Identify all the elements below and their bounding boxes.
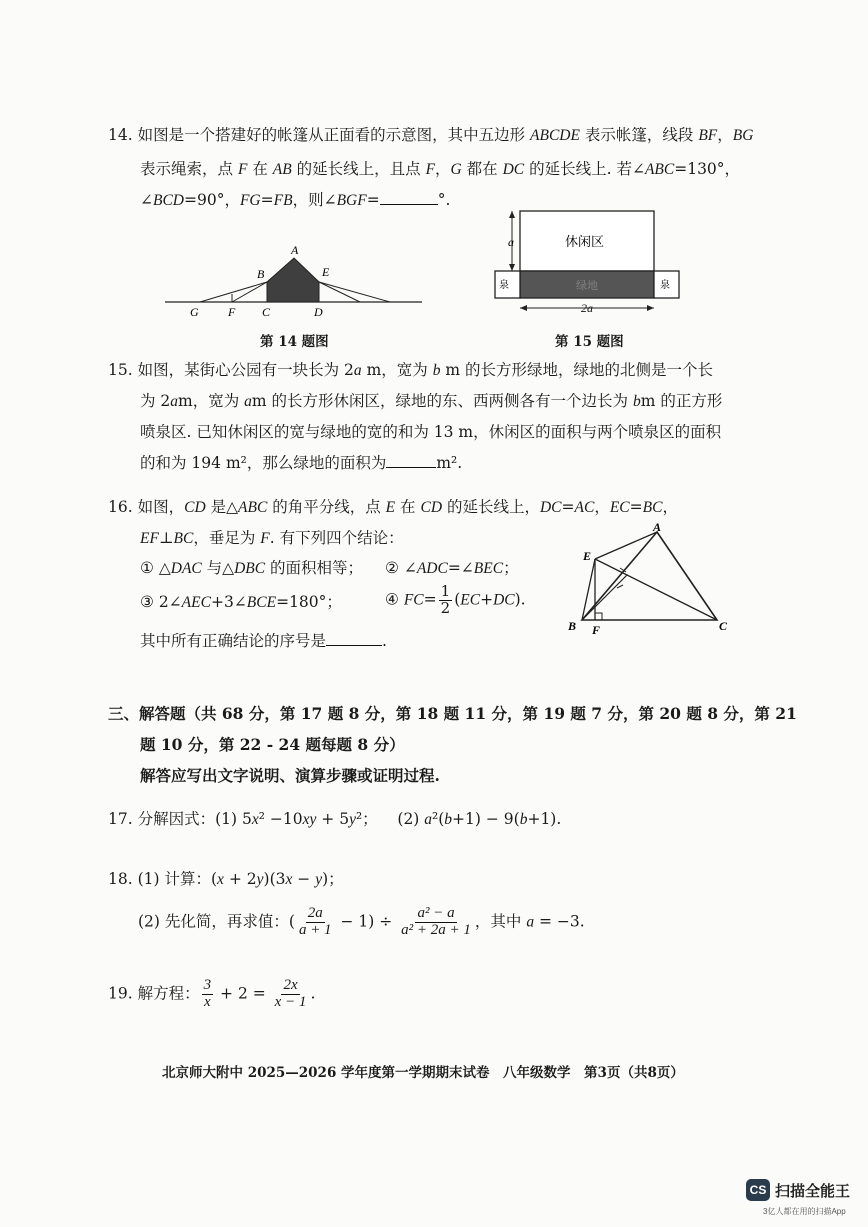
q19-fraction-1: $\frac{3}{x}$ — [203, 977, 212, 1010]
q18-part1: 18. (1) 计算：(x + 2y)(3x − y)； — [108, 870, 344, 888]
segment-ea — [595, 532, 657, 559]
q18-fraction-2: $\frac{\text{a² − a}}{\text{a² + 2a + 1}}$ — [401, 905, 471, 938]
watermark-title: 扫描全能王 — [775, 1182, 851, 1200]
q14-answer-blank — [380, 203, 438, 205]
segment-eb — [582, 559, 595, 620]
rest-area-label: 休闲区 — [565, 235, 605, 250]
scanner-watermark — [746, 1179, 850, 1201]
q14-line3: ∠BCD=90°，FG=FB，则∠BGF= °. — [140, 191, 451, 209]
q16-conclusion-1: ① △DAC 与△DBC 的面积相等； — [140, 559, 364, 577]
q15-line4: 的和为 194 m²，那么绿地的面积为 m². — [140, 454, 463, 472]
q16-figure — [565, 522, 735, 640]
q15-answer-blank — [386, 466, 436, 468]
triangle-abc — [582, 532, 717, 620]
label-F: F — [228, 305, 236, 319]
q14-figure — [160, 240, 430, 320]
q18-fraction-1: $\frac{2a}{a + 1}$ — [298, 905, 332, 938]
label-F: F — [592, 623, 601, 637]
section3-heading-line1: 三、解答题（共 68 分，第 17 题 8 分，第 18 题 11 分，第 19 题 7 分，第 20 题 8 分，第 21 — [108, 704, 797, 723]
q15-figure — [490, 208, 686, 320]
label-C: C — [719, 619, 728, 633]
q16-answer-blank — [326, 644, 382, 646]
q16-conclusion-3: ③ 2∠AEC+3∠BCE=180°； — [140, 593, 342, 611]
right-fountain-label: 泉 — [660, 280, 670, 291]
q16-line4: 其中所有正确结论的序号是 . — [140, 632, 387, 650]
q16-conclusion-4: ④ FC= $\frac{1}{2}$ (EC+DC). — [385, 582, 526, 617]
label-A: A — [291, 243, 299, 257]
label-C: C — [262, 305, 271, 319]
left-fountain-label: 泉 — [499, 280, 509, 291]
q14-line1: 14. 如图是一个搭建好的帐篷从正面看的示意图，其中五边形 ABCDE 表示帐篷，线段 BF，BG — [108, 126, 754, 144]
label-B: B — [257, 267, 265, 281]
label-D: D — [314, 305, 323, 319]
q14-caption: 第 14 题图 — [260, 334, 329, 350]
tent-pentagon — [267, 258, 319, 302]
label-E: E — [583, 549, 592, 563]
rope-bg — [200, 282, 267, 302]
q19-fraction-2: $\frac{2x}{x - 1}$ — [274, 977, 307, 1010]
label-a: a — [508, 235, 514, 249]
label-2a: 2a — [581, 301, 593, 315]
label-E: E — [322, 265, 330, 279]
q16-fraction: $\frac{1}{2}$ — [440, 582, 451, 617]
q15-line2: 为 2am，宽为 am 的长方形休闲区，绿地的东、西两侧各有一个边长为 bm 的正方形 — [140, 392, 723, 410]
q16-line1: 16. 如图，CD 是△ABC 的角平分线，点 E 在 CD 的延长线上，DC=AC，EC=BC， — [108, 498, 678, 516]
page-footer: 北京师大附中 2025—2026 学年度第一学期期末试卷 八年级数学 第3页（共8页） — [162, 1065, 684, 1081]
q14-line2: 表示绳索，点 F 在 AB 的延长线上，且点 F，G 都在 DC 的延长线上. 若∠ABC=130°， — [140, 160, 741, 178]
q15-line1: 15. 如图，某街心公园有一块长为 2a m，宽为 b m 的长方形绿地，绿地的北侧是一个长 — [108, 361, 714, 379]
watermark-subtitle: 3亿人都在用的扫描App — [763, 1207, 846, 1216]
q15-line3: 喷泉区. 已知休闲区的宽与绿地的宽的和为 13 m，休闲区的面积与两个喷泉区的面积 — [140, 423, 722, 441]
q18-part2: (2) 先化简，再求值：( $\frac{2a}{a + 1}$ − 1) ÷ $\frac{\text{a² − a}}{\text{a² + 2a + 1}}$ ，其中 a = −3. — [138, 905, 585, 938]
section3-heading-line2: 题 10 分，第 22 - 24 题每题 8 分） — [140, 735, 405, 754]
q19-line: 19. 解方程： $\frac{3}{x}$ + 2 = $\frac{2x}{x - 1}$ . — [108, 977, 316, 1010]
q15-caption: 第 15 题图 — [555, 334, 624, 350]
segment-bd — [582, 575, 627, 620]
rope-bf — [232, 282, 267, 302]
camscanner-logo-icon: CS — [746, 1179, 770, 1201]
section3-instructions: 解答应写出文字说明、演算步骤或证明过程. — [140, 766, 440, 785]
q16-line2: EF⊥BC，垂足为 F. 有下列四个结论： — [140, 529, 404, 547]
label-G: G — [190, 305, 199, 319]
label-B: B — [568, 619, 577, 633]
q17-line: 17. 分解因式：(1) 5x² −10xy + 5y²； (2) a²(b+1) − 9(b+1). — [108, 810, 562, 828]
green-label: 绿地 — [576, 279, 598, 292]
label-A: A — [653, 522, 662, 534]
q16-conclusion-2: ② ∠ADC=∠BEC； — [385, 559, 519, 577]
